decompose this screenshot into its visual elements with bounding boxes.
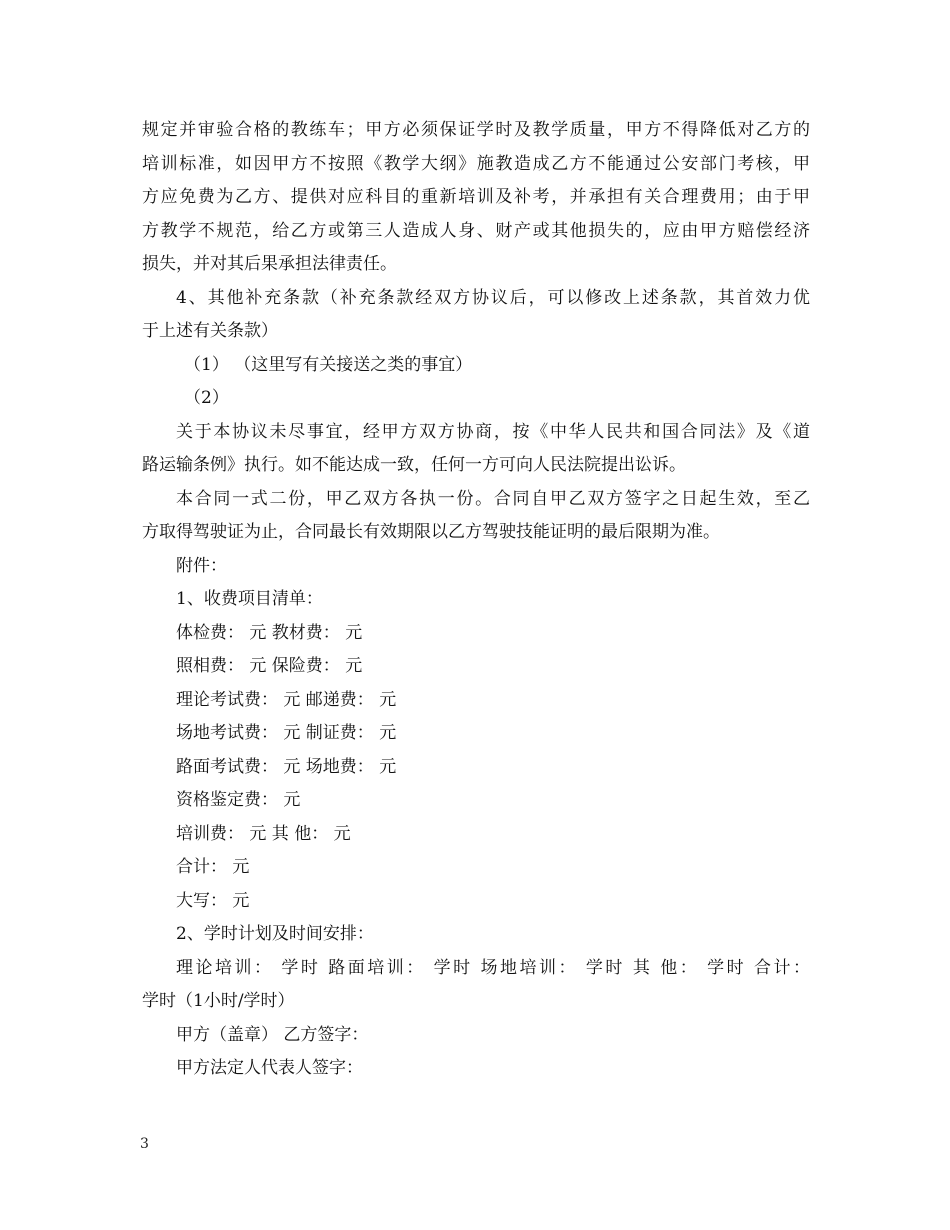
signature-line: 甲方（盖章） 乙方签字：: [176, 1024, 369, 1045]
fee-line: 照相费： 元 保险费： 元: [176, 656, 363, 676]
document-body: [142, 114, 810, 1086]
fee-total-capital-line: 大写： 元: [176, 890, 250, 911]
fee-line: 资格鉴定费： 元: [176, 790, 301, 810]
signature-line: 甲方法定人代表人签字：: [176, 1058, 363, 1078]
text-line: 规定并审验合格的教练车；甲方必须保证学时及教学质量，甲方不得降低对乙方的: [142, 120, 810, 140]
text-line: 培训标准，如因甲方不按照《教学大纲》施教造成乙方不能通过公安部门考核，甲: [142, 153, 810, 174]
fee-line: 理论考试费： 元 邮递费： 元: [176, 689, 397, 710]
text-line: 1、收费项目清单：: [176, 589, 323, 609]
text-line: 方应免费为乙方、提供对应科目的重新培训及补考，并承担有关合理费用；由于甲: [142, 187, 810, 207]
text-line: 本合同一式二份，甲乙双方各执一份。合同自甲乙双方签字之日起生效，至乙: [176, 488, 810, 509]
text-line: 4、其他补充条款（补充条款经双方协议后，可以修改上述条款，其首效力优: [176, 287, 810, 308]
text-line: 方教学不规范，给乙方或第三人造成人身、财产或其他损失的，应由甲方赔偿经济: [142, 220, 810, 241]
schedule-line: 理论培训： 学时 路面培训： 学时 场地培训： 学时 其 他： 学时 合计：: [176, 957, 810, 978]
text-line: 关于本协议未尽事宜，经甲方双方协商，按《中华人民共和国合同法》及《道: [176, 421, 810, 442]
fee-line: 体检费： 元 教材费： 元: [176, 622, 363, 643]
text-line: 路运输条例》执行。如不能达成一致，任何一方可向人民法院提出讼诉。: [142, 455, 686, 475]
text-line: （1） （这里写有关接送之类的事宜）: [184, 354, 473, 375]
fee-line: 路面考试费： 元 场地费： 元: [176, 756, 397, 777]
text-line: 损失，并对其后果承担法律责任。: [142, 254, 397, 274]
text-line: 附件：: [176, 555, 227, 576]
schedule-line: 学时（1小时/学时）: [142, 991, 295, 1011]
text-line: （2）: [184, 388, 229, 408]
fee-line: 场地考试费： 元 制证费： 元: [176, 723, 397, 743]
fee-line: 培训费： 元 其 他： 元: [176, 823, 351, 844]
text-line: 2、学时计划及时间安排：: [176, 924, 374, 944]
page-number: 3: [140, 1136, 149, 1152]
text-line: 方取得驾驶证为止，合同最长有效期限以乙方驾驶技能证明的最后限期为准。: [142, 522, 720, 542]
text-line: 于上述有关条款）: [142, 321, 278, 341]
fee-total-line: 合计： 元: [176, 857, 250, 877]
